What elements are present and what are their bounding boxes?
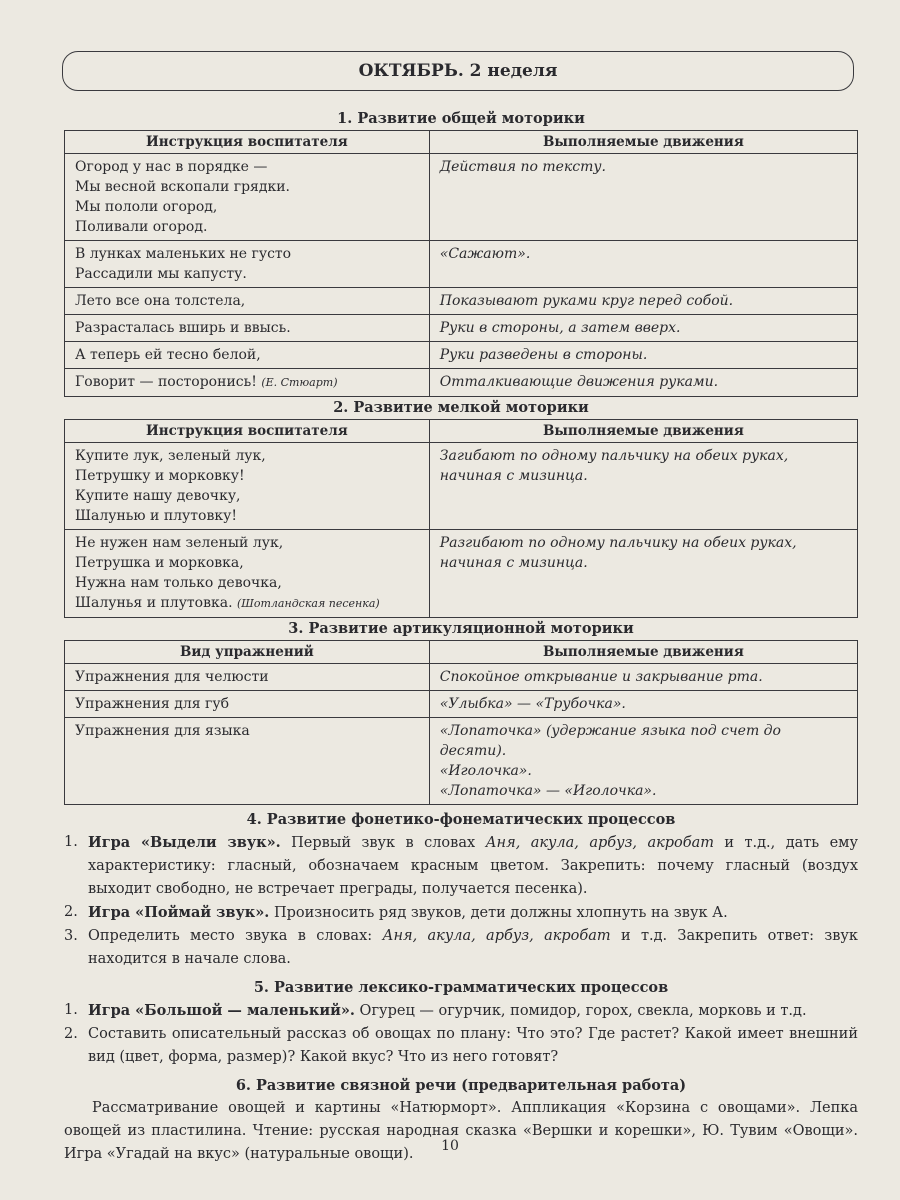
item-text-part: Огурец — огурчик, помидор, горох, свекла, морковь и т.д. (354, 1003, 807, 1019)
table-header: Вид упражнений (65, 641, 430, 664)
item-number: 3. (64, 928, 78, 944)
item-words: Аня, акула, арбуз, акробат (485, 835, 715, 851)
item-game-name: Игра «Поймай звук». (88, 904, 270, 921)
action-cell: Разгибают по одному пальчику на обеих руках, начиная с мизинца. (429, 530, 857, 618)
item-text-part: Произносить ряд звуков, дети должны хлопнуть на звук А. (269, 905, 728, 921)
section-2-title: 2. Развитие мелкой моторики (333, 399, 589, 416)
instruction-cell (65, 288, 430, 315)
section-4-title: 4. Развитие фонетико-фонематических процессов (246, 811, 676, 828)
exercise-cell: Упражнения для губ (65, 691, 430, 718)
action-cell: Руки в стороны, а затем вверх. (429, 315, 857, 342)
table-header: Выполняемые движения (429, 641, 857, 664)
instruction-cell (65, 443, 430, 530)
item-text-part: Определить место звука в словах: (88, 928, 383, 944)
item-text-part: Составить описательный рассказ об овощах по плану: Что это? Где растет? Какой имеет внешний вид (цвет, форма, размер)? Какой вкус? Что из него готовят? (88, 1026, 858, 1065)
instruction-cell (65, 342, 430, 369)
section-5-list (64, 999, 858, 1069)
list-item (64, 831, 858, 901)
action-line: «Лопаточка» (удержание языка под счет до десяти). (439, 723, 781, 759)
poem-line: Не нужен нам зеленый лук, (75, 535, 284, 551)
section-1-table (64, 130, 858, 397)
poem-line: Петрушка и морковка, (75, 555, 244, 571)
instruction-cell (65, 241, 430, 288)
list-item (64, 1023, 858, 1069)
instruction-cell (65, 369, 430, 397)
section-6-paragraph: Рассматривание овощей и картины «Натюрморт». Аппликация «Корзина с овощами». Лепка овощей из пластилина. Чтение: русская народная сказка «Вершки и корешки», Ю. Тувим «Овощи». Игра «Угадай на вкус» (натуральные овощи). (64, 1100, 858, 1162)
item-text (88, 1023, 858, 1069)
table-header: Выполняемые движения (429, 420, 857, 443)
section-2-table (64, 419, 858, 618)
poem-line: Лето все она толстела, (75, 293, 246, 309)
section-4-list (64, 831, 858, 971)
poem-line (75, 372, 421, 393)
poem-line: Купите лук, зеленый лук, (75, 448, 266, 464)
instruction-cell (65, 315, 430, 342)
table-row (65, 718, 858, 805)
table-row (65, 315, 858, 342)
action-cell: Загибают по одному пальчику на обеих руках, начиная с мизинца. (429, 443, 857, 530)
item-text (88, 999, 858, 1023)
action-line: «Улыбка» — «Трубочка». (439, 696, 626, 712)
poem-line: Поливали огород. (75, 219, 208, 235)
item-text (88, 901, 858, 925)
table-row (65, 443, 858, 530)
item-number: 2. (64, 904, 78, 920)
exercise-cell: Упражнения для языка (65, 718, 430, 805)
table-row (65, 241, 858, 288)
action-line: «Иголочка». (439, 763, 532, 779)
poem-line: Мы весной вскопали грядки. (75, 179, 291, 195)
poem-line: Петрушку и морковку! (75, 468, 245, 484)
page-number: 10 (441, 1138, 459, 1154)
item-words: Аня, акула, арбуз, акробат (382, 928, 611, 944)
instruction-cell (65, 530, 430, 618)
section-3-title: 3. Развитие артикуляционной моторики (288, 620, 634, 637)
action-cell (429, 718, 857, 805)
item-number: 2. (64, 1026, 78, 1042)
section-1-title: 1. Развитие общей моторики (337, 110, 585, 127)
poem-line: А теперь ей тесно белой, (75, 347, 261, 363)
list-item (64, 999, 858, 1023)
item-number: 1. (64, 1002, 78, 1018)
item-number: 1. (64, 834, 78, 850)
item-game-name: Игра «Выдели звук». (88, 834, 281, 851)
item-text-part: Первый звук в словах (280, 835, 486, 851)
action-cell: Руки разведены в стороны. (429, 342, 857, 369)
table-row (65, 288, 858, 315)
poem-line: Купите нашу девочку, (75, 488, 241, 504)
item-text-part: и т.д. Закрепить ответ: звук находится в начале слова. (88, 928, 858, 967)
poem-line: Нужна нам только девочка, (75, 575, 282, 591)
poem-line: В лунках маленьких не густо (75, 246, 292, 262)
instruction-cell (65, 154, 430, 241)
poem-line: Разрасталась вширь и ввысь. (75, 320, 291, 336)
poem-line: Рассадили мы капусту. (75, 266, 247, 282)
action-cell: Отталкивающие движения руками. (429, 369, 857, 397)
item-text-part: и т.д., дать ему характеристику: гласный, обозначаем красным цветом. Закрепить: почему гласный (воздух выходит свободно, не встречает преграды, получается песенка). (88, 835, 858, 897)
section-6-title: 6. Развитие связной речи (предварительная работа) (235, 1077, 687, 1094)
table-row (65, 664, 858, 691)
table-row (65, 342, 858, 369)
table-header: Инструкция воспитателя (65, 131, 430, 154)
table-row (65, 530, 858, 618)
poem-source: (Шотландская песенка) (237, 597, 380, 610)
table-header: Выполняемые движения (429, 131, 857, 154)
action-cell (429, 691, 857, 718)
table-row (65, 369, 858, 397)
list-item (64, 925, 858, 971)
exercise-cell: Упражнения для челюсти (65, 664, 430, 691)
poem-line-text: Шалунья и плутовка. (75, 595, 233, 611)
poem-source: (Е. Стюарт) (261, 376, 338, 389)
table-header: Инструкция воспитателя (65, 420, 430, 443)
list-item (64, 901, 858, 925)
action-cell: Действия по тексту. (429, 154, 857, 241)
table-row (65, 154, 858, 241)
poem-line: Шалунью и плутовку! (75, 508, 237, 524)
action-cell: «Сажают». (429, 241, 857, 288)
section-3-table (64, 640, 858, 805)
action-line: Спокойное открывание и закрывание рта. (439, 669, 763, 685)
poem-line: Мы пололи огород, (75, 199, 218, 215)
poem-line-text: Говорит — посторонись! (75, 374, 257, 390)
action-line: «Лопаточка» — «Иголочка». (439, 783, 657, 799)
item-text (88, 925, 858, 971)
page-title: ОКТЯБРЬ. 2 неделя (62, 51, 854, 91)
poem-line: Огород у нас в порядке — (75, 159, 268, 175)
poem-line (75, 593, 421, 614)
item-game-name: Игра «Большой — маленький». (88, 1002, 355, 1019)
item-text (88, 831, 858, 901)
action-cell (429, 664, 857, 691)
content (64, 108, 858, 1166)
table-row (65, 691, 858, 718)
action-cell: Показывают руками круг перед собой. (429, 288, 857, 315)
section-5-title: 5. Развитие лексико-грамматических процессов (253, 979, 669, 996)
